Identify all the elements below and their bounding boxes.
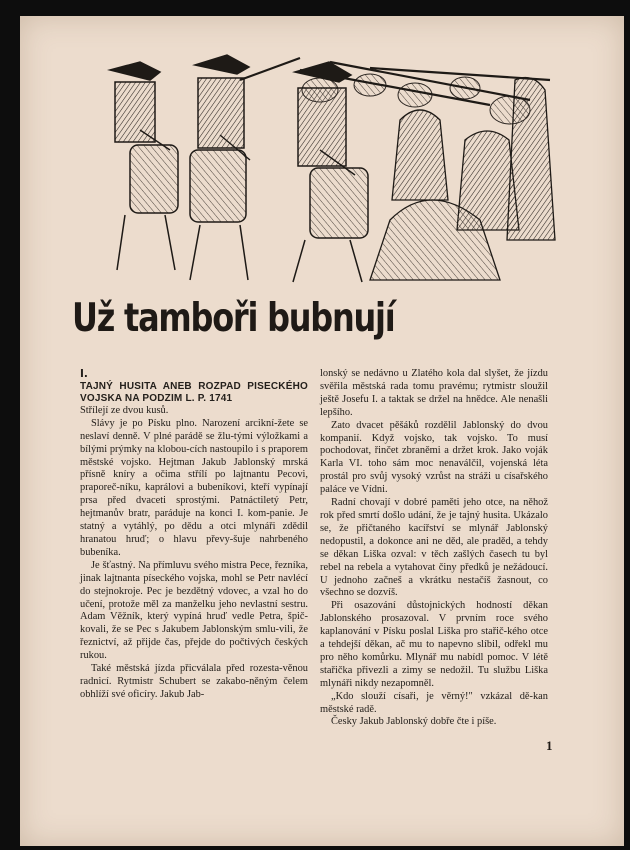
- paragraph: Slávy je po Písku plno. Narození arcikní-žete se neslaví denně. V plné parádě se žlu-tými výložkami a bílými prýmky na klobou-cích nastoupilo i s praporem městské vojsko. Hejtman Jakub Jablonský mrská přísně kníry a očima střílí po lajtnantu Pecovi, praporeč-níku, kaprálovi a bubeníkovi, kteří vypínají prsa před dvaceti sprostými. Patnáctiletý Petr, hejtmanův bratr, paráduje na konci I. kom-panie. Je statný a vytáhlý, po dědu a otci mlynáři zdědil hranatou hruď; o hlavu převy-šuje nahrbeného bubeníka.: [80, 417, 308, 558]
- paragraph: Radní chovají v dobré paměti jeho otce, na něhož rok před smrtí došlo udání, že je tajný husita. Ukázalo se, že přičtaného kacířství se mlynář Jablonský nedopustil, a dokonce ani ne děd, ale praděd, a tehdy se děkan Liška ozval: v těch zašlých časech tu byl rebel na rebela a vytahovat činy předků je nežádoucí. U jednoho začneš a vkrátku nestačíš žasnout, co všechno se dozvíš.: [320, 497, 548, 599]
- paragraph: Je šťastný. Na přímluvu svého mistra Pece, řezníka, jinak lajtnanta píseckého vojska, mohl se Petr navlécí do stejnokroje. Pec je bezdětný vdovec, a vzal ho do učení, protože měl za manželku jeho nevlastní sestru. Adam Věžník, který vypíná hruď vedle Petra, špič-kovali, že se Pec s Jakubem Jablonským smlu-vili, že řeznictví, až přijde čas, přejde do počtivých českých rukou.: [80, 559, 308, 662]
- article-title: Už tamboři bubnují: [72, 296, 395, 341]
- paragraph: lonský se nedávno u Zlatého kola dal slyšet, že jízdu svěřila městská rada tomu pravému; rytmistr sloužil ještě Josefu I. a taktak se držel na hnědce. Ale nenašli lepšího.: [320, 368, 548, 418]
- paragraph: Také městská jízda přicválala před rozesta-věnou radnicí. Rytmistr Schubert se zakabo-něným čelem obhlíží své oficíry. Jakub Jab-: [80, 663, 308, 700]
- section-title: TAJNÝ HUSITA ANEB ROZPAD PISECKÉHO VOJSKA NA PODZIM L. P. 1741: [80, 380, 308, 404]
- paragraph: Střílejí ze dvou kusů.: [80, 404, 169, 416]
- paragraph: Česky Jakub Jablonský dobře čte i píše.: [331, 716, 497, 728]
- paragraph: Zato dvacet pěšáků rozdělil Jablonský do dvou kompanií. Když vojsko, tak vojsko. To musí pochodovat, řinčet zbraněmi a držet krok. Jako voják Karla VI. toho sám moc nenaválčil, vojenská léta prostál pro svůj vysoký vzrůst na stráži u císařského paláce ve Vídni.: [320, 419, 548, 496]
- section-number: I.: [80, 368, 88, 380]
- right-column: [320, 368, 548, 729]
- paragraph: „Kdo slouží císaři, je věrný!" vzkázal dě-kan městské radě.: [320, 690, 548, 715]
- left-column: [80, 368, 308, 702]
- paragraph: Při osazování důstojnických hodností děkan Jablonského prosazoval. V prvním roce svého kaplanování v Písku poslal Liška pro stařič-kého otce a tehdejší děkan, ač mu to napevno slíbil, odřekl mu pro něho komůrku. Mlynář mu nabídl pomoc. V létě stařička přivezli a zimy se nedožil. Tu službu Liška mlynáři nikdy nezapomněl.: [320, 600, 548, 689]
- page-number: 1: [546, 738, 553, 753]
- drummers-illustration: [70, 50, 560, 285]
